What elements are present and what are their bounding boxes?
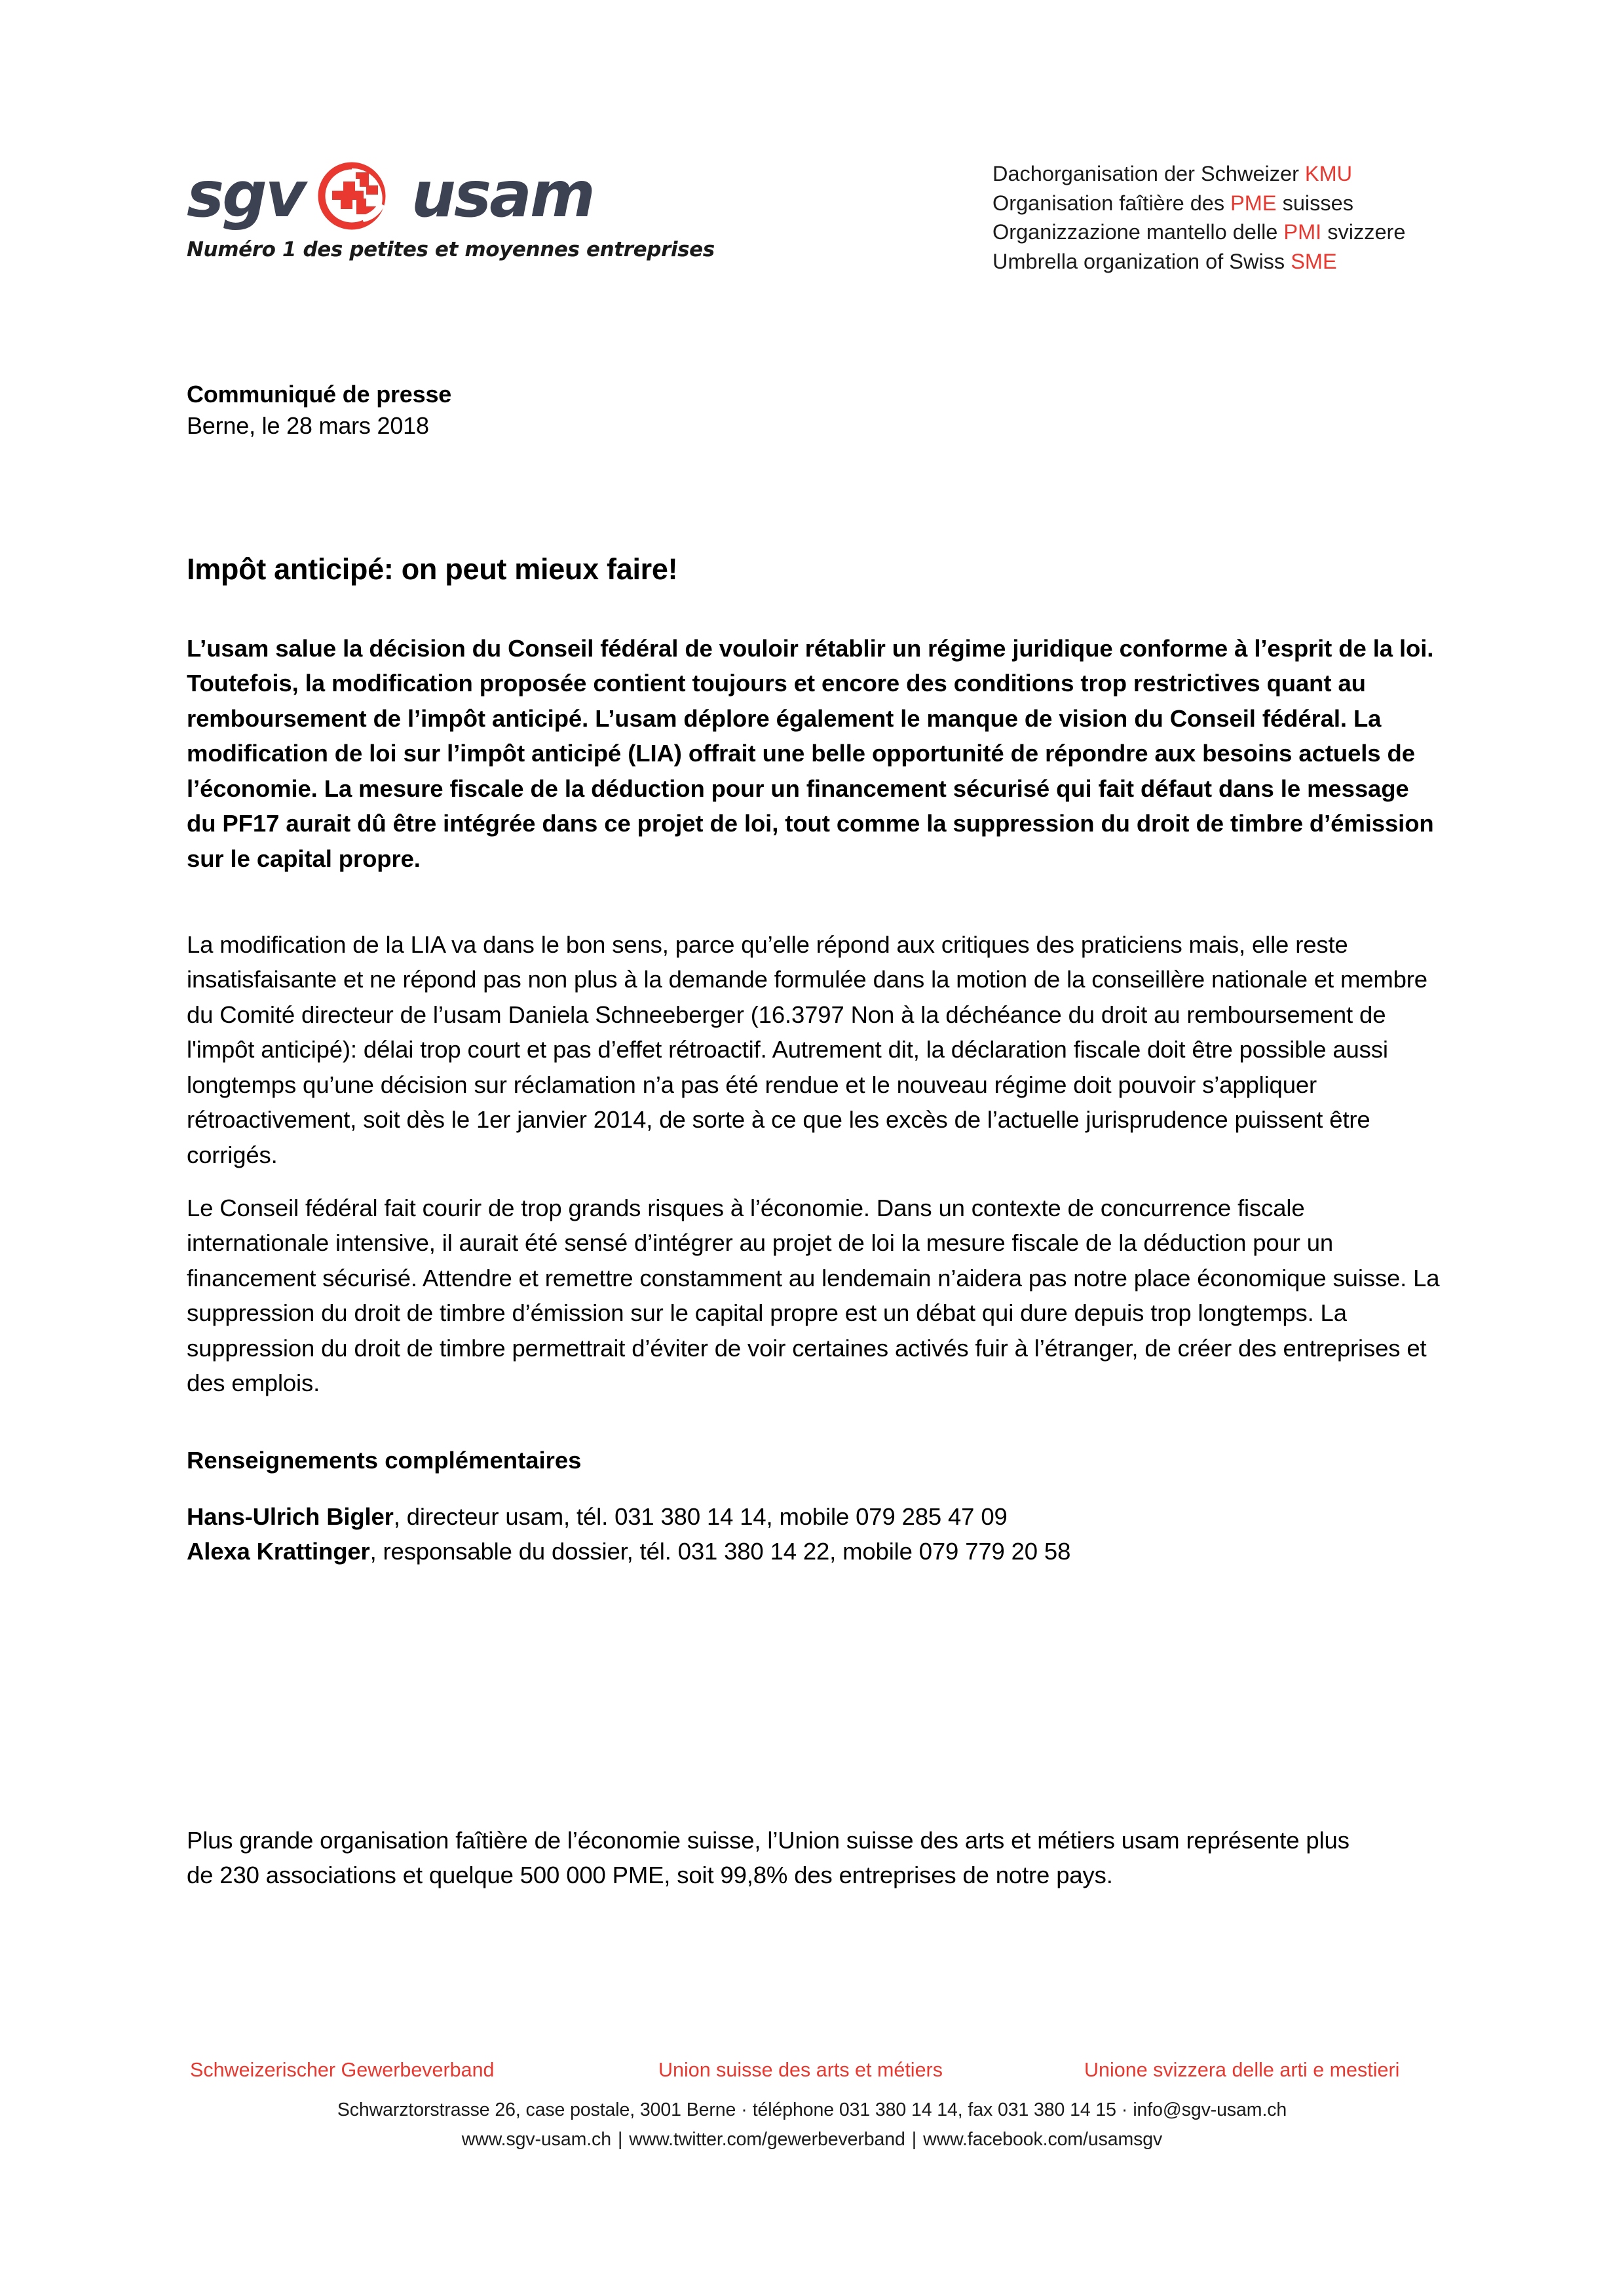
- abbr-pme: PME: [1230, 191, 1277, 215]
- abbr-sme: SME: [1291, 249, 1337, 273]
- footer-dot-separator: ·: [741, 2099, 747, 2120]
- body-paragraph-2: Le Conseil fédéral fait courir de trop grands risques à l’économie. Dans un contexte de concurrence fiscale internationale intensive, il aurait été sensé d’intégrer au projet de loi la mesure fiscale de la déduction pour un financement sécurisé. Attendre et remettre constamment au lendemain n’aidera pas notre place économique suisse. La suppression du droit de timbre d’émission sur le capital propre est un débat qui dure depuis trop longtemps. La suppression du droit de timbre permettrait d’éviter de voir certaines activés fuir à l’étranger, de créer des entreprises et des emplois.: [187, 1194, 1440, 1396]
- footer-postal-address: Schwarztorstrasse 26, case postale, 3001 Berne: [337, 2099, 736, 2120]
- footer-org-fr: Union suisse des arts et métiers: [658, 2059, 943, 2081]
- footer-org-it: Unione svizzera delle arti e mestieri: [1084, 2059, 1400, 2081]
- place-date-line: Berne, le 28 mars 2018: [187, 412, 429, 439]
- sgv-usam-logo: [187, 158, 715, 261]
- contact-name: Alexa Krattinger: [187, 1538, 370, 1565]
- footer-address-line: [0, 2095, 1624, 2125]
- footer-phone-fax: téléphone 031 380 14 14, fax 031 380 14 15: [752, 2099, 1116, 2120]
- document-footer: [0, 2044, 1624, 2154]
- footer-org-de: Schweizerischer Gewerbeverband: [190, 2059, 495, 2081]
- header-language-en: Umbrella organization of Swiss SME: [992, 249, 1337, 273]
- contacts-list: [187, 1499, 1451, 1569]
- lead-paragraph: L’usam salue la décision du Conseil fédéral de vouloir rétablir un régime juridique conforme à l’esprit de la loi. Toutefois, la modification proposée contient toujours et encore des conditions trop restrictives quant au remboursement de l’impôt anticipé. L’usam déplore également le manque de vision du Conseil fédéral. La modification de loi sur l’impôt anticipé (LIA) offrait une belle opportunité de répondre aux besoins actuels de l’économie. La mesure fiscale de la déduction pour un financement sécurisé qui fait défaut dans le message du PF17 aurait dû être intégrée dans ce projet de loi, tout comme la suppression du droit de timbre d’émission sur le capital propre.: [187, 634, 1434, 872]
- footer-pipe-separator: |: [617, 2129, 623, 2150]
- header-language-list: [992, 159, 1405, 276]
- footer-dot-separator: ·: [1121, 2099, 1128, 2120]
- header-language-fr: Organisation faîtière des PME suisses: [992, 191, 1353, 215]
- page-title: Impôt anticipé: on peut mieux faire!: [187, 552, 678, 586]
- contact-row: [187, 1534, 1451, 1569]
- abbr-pmi: PMI: [1283, 220, 1322, 244]
- footer-link-twitter[interactable]: www.twitter.com/gewerbeverband: [629, 2129, 905, 2150]
- logo-wordmark-right: usam: [411, 158, 594, 231]
- document-header: [0, 0, 1624, 308]
- footer-link-line: [0, 2125, 1624, 2154]
- contact-details: , directeur usam, tél. 031 380 14 14, mobile 079 285 47 09: [393, 1503, 1008, 1530]
- header-language-de: Dachorganisation der Schweizer KMU: [992, 162, 1353, 185]
- header-language-it: Organizzazione mantello delle PMI svizzere: [992, 220, 1406, 244]
- swiss-cross-circle-icon: [315, 159, 388, 233]
- abbr-kmu: KMU: [1304, 162, 1353, 185]
- footer-email[interactable]: info@sgv-usam.ch: [1133, 2099, 1287, 2120]
- contact-row: [187, 1499, 1451, 1534]
- footer-pipe-separator: |: [911, 2129, 917, 2150]
- logo-wordmark-left: sgv: [187, 158, 305, 231]
- document-meta: [187, 379, 1451, 442]
- footer-organization-names: [0, 2044, 1624, 2081]
- logo-tagline: Numéro 1 des petites et moyennes entreprises: [187, 238, 715, 261]
- footer-link-website[interactable]: www.sgv-usam.ch: [461, 2129, 611, 2150]
- contact-name: Hans-Ulrich Bigler: [187, 1503, 394, 1530]
- contacts-heading: Renseignements complémentaires: [187, 1447, 582, 1474]
- document-type-label: Communiqué de presse: [187, 381, 452, 408]
- contact-details: , responsable du dossier, tél. 031 380 14 22, mobile 079 779 20 58: [369, 1538, 1071, 1565]
- body-paragraph-1: La modification de la LIA va dans le bon sens, parce qu’elle répond aux critiques des praticiens mais, elle reste insatisfaisante et ne répond pas non plus à la demande formulée dans la motion de la conseillère nationale et membre du Comité directeur de l’usam Daniela Schneeberger (16.3797 Non à la déchéance du droit au remboursement de l'impôt anticipé): délai trop court et pas d’effet rétroactif. Autrement dit, la déclaration fiscale doit être possible aussi longtemps qu’une décision sur réclamation n’a pas été rendue et le nouveau régime doit pouvoir s’appliquer rétroactivement, soit dès le 1er janvier 2014, de sorte à ce que les excès de l’actuelle jurisprudence puissent être corrigés.: [187, 930, 1427, 1168]
- logo-wordmark-text: [187, 158, 594, 231]
- organization-boilerplate: Plus grande organisation faîtière de l’économie suisse, l’Union suisse des arts et métiers usam représente plus de 230 associations et quelque 500 000 PME, soit 99,8% des entreprises de notre pays.: [187, 1826, 1350, 1888]
- logo-wordmark: [187, 158, 594, 233]
- footer-link-facebook[interactable]: www.facebook.com/usamsgv: [923, 2129, 1163, 2150]
